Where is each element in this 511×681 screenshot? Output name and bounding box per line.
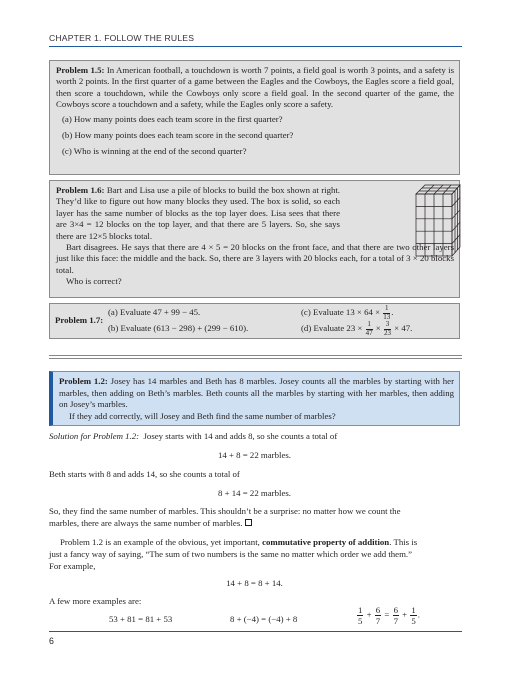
section-divider xyxy=(49,358,462,359)
numerator: 1 xyxy=(367,320,371,328)
denominator: 23 xyxy=(383,328,391,337)
problem-1-2-question: If they add correctly, will Josey and Beth find the same number of marbles? xyxy=(69,410,336,421)
solution-text-beth: Beth starts with 8 and adds 14, so she counts a total of xyxy=(49,469,240,479)
denominator: 7 xyxy=(375,616,381,626)
numerator: 3 xyxy=(385,320,390,328)
denominator: 13 xyxy=(383,312,391,321)
solution-text: Josey starts with 14 and adds 8, so she counts a total of xyxy=(143,431,338,441)
example-1: 53 + 81 = 81 + 53 xyxy=(109,614,173,624)
discussion-line2: just a fancy way of saying, “The sum of two numbers is the same no matter which order we add them.” xyxy=(49,549,413,559)
problem-1-6-para1 xyxy=(56,185,340,242)
discussion-line3: For example, xyxy=(49,561,96,571)
section-divider xyxy=(49,355,462,356)
expr-text: (d) Evaluate 23 × xyxy=(301,323,363,334)
denominator: 47 xyxy=(365,328,373,337)
problem-1-7-part-d xyxy=(301,321,412,337)
more-examples-label: A few more examples are: xyxy=(49,596,142,606)
chapter-header: CHAPTER 1. FOLLOW THE RULES xyxy=(49,33,195,43)
fraction xyxy=(375,605,381,626)
qed-square-icon xyxy=(245,519,252,526)
footer-rule xyxy=(49,631,462,632)
denominator: 5 xyxy=(411,616,416,626)
problem-1-7-part-c xyxy=(301,305,393,321)
numerator: 6 xyxy=(375,605,381,615)
equation-beth: 8 + 14 = 22 marbles. xyxy=(218,488,291,498)
denominator: 7 xyxy=(393,616,398,626)
expr-text: . xyxy=(391,307,394,318)
solution-text: marbles, there are always the same number of marbles. xyxy=(49,518,243,528)
fraction xyxy=(383,305,390,321)
solution-label: Solution for Problem 1.2: xyxy=(49,431,140,441)
block-box-figure xyxy=(415,183,461,261)
denominator: 5 xyxy=(358,616,363,626)
problem-label: Problem 1.5: xyxy=(56,65,105,75)
fraction xyxy=(393,605,399,626)
problem-1-2-box xyxy=(49,371,460,426)
problem-text: In American football, a touchdown is worth 7 points, a field goal is worth 3 points, and a safety is worth 2 points. In the first quarter of a game between the Eagles and the Cowboys, the Eagles score a field goal, then score a touchdown, while the Cowboys only score a field goal. In the second quarter of the game, the Cowboys score a touchdown and a safety, while the Eagles only score a safety. xyxy=(56,65,454,110)
problem-label: Problem 1.7: xyxy=(55,315,104,325)
problem-1-5-part-a: (a) How many points does each team score in the first quarter? xyxy=(62,113,283,124)
numerator: 1 xyxy=(358,605,363,615)
commutative-example-equation: 14 + 8 = 8 + 14. xyxy=(226,578,283,588)
problem-1-5-part-b: (b) How many points does each team score in the second quarter? xyxy=(62,129,294,140)
problem-1-7-part-b: (b) Evaluate (613 − 298) + (299 − 610). xyxy=(108,323,249,333)
problem-1-2-statement xyxy=(59,376,454,411)
problem-1-6-question: Who is correct? xyxy=(66,276,122,287)
discussion-line1 xyxy=(60,537,417,549)
discussion-text: Problem 1.2 is an example of the obvious, yet important, xyxy=(60,537,260,547)
equation-josey: 14 + 8 = 22 marbles. xyxy=(218,450,291,460)
problem-text: Josey has 14 marbles and Beth has 8 marbles. Josey counts all the marbles by starting with her marbles, then adding on Beth’s marbles. Beth counts all the marbles by starting with her marbles, then adding on Josey’s marbles. xyxy=(59,376,455,410)
problem-label: Problem 1.6: xyxy=(56,185,105,195)
example-2: 8 + (−4) = (−4) + 8 xyxy=(230,614,298,624)
problem-1-5-box xyxy=(49,60,460,175)
numerator: 1 xyxy=(385,304,389,312)
fraction xyxy=(357,605,363,626)
expr-text: × 47. xyxy=(394,323,413,334)
fraction xyxy=(384,321,391,337)
header-rule xyxy=(49,46,462,47)
problem-text: Bart and Lisa use a pile of blocks to build the box shown at right. They’d like to figure out how many blocks they used. The box is solid, so each layer has the same number of blocks as the top layer does. Lisa sees that there are 3×4 = 12 blocks on the top layer, and that there are 5 layers. So, she says there are 12×5 blocks total. xyxy=(56,185,341,241)
problem-1-7-box xyxy=(49,303,460,339)
page-number: 6 xyxy=(49,636,54,646)
key-term: commutative property of addition xyxy=(262,537,390,547)
problem-1-6-box xyxy=(49,180,460,298)
problem-1-5-statement xyxy=(56,65,454,111)
numerator: 6 xyxy=(393,605,398,615)
expr-text: × xyxy=(375,323,381,334)
expr-text: (c) Evaluate 13 × 64 × xyxy=(301,307,381,318)
problem-1-7-part-a: (a) Evaluate 47 + 99 − 45. xyxy=(108,307,201,317)
problem-label: Problem 1.2: xyxy=(59,376,108,386)
problem-1-5-part-c: (c) Who is winning at the end of the second quarter? xyxy=(62,146,247,157)
numerator: 1 xyxy=(411,605,416,615)
fraction xyxy=(366,321,373,337)
problem-1-6-para2: Bart disagrees. He says that there are 4 × 5 = 20 blocks on the front face, and that there are two other layers just like this face: the middle and the back. So, there are 3 layers with 20 blocks each, for a total of 3 × 20 blocks total. xyxy=(56,242,454,275)
example-3: $\frac{1}{5}$ + $\frac{6}{7}$ = $\frac{6}{7}$ + $\frac{1}{5}$ . xyxy=(358,605,420,626)
solution-conclusion-line2 xyxy=(49,518,252,530)
fraction xyxy=(410,605,416,626)
solution-intro xyxy=(49,431,337,443)
discussion-text: . This is xyxy=(389,537,418,547)
solution-conclusion-line1: So, they find the same number of marbles. This shouldn’t be a surprise: no matter how we count the xyxy=(49,506,401,516)
